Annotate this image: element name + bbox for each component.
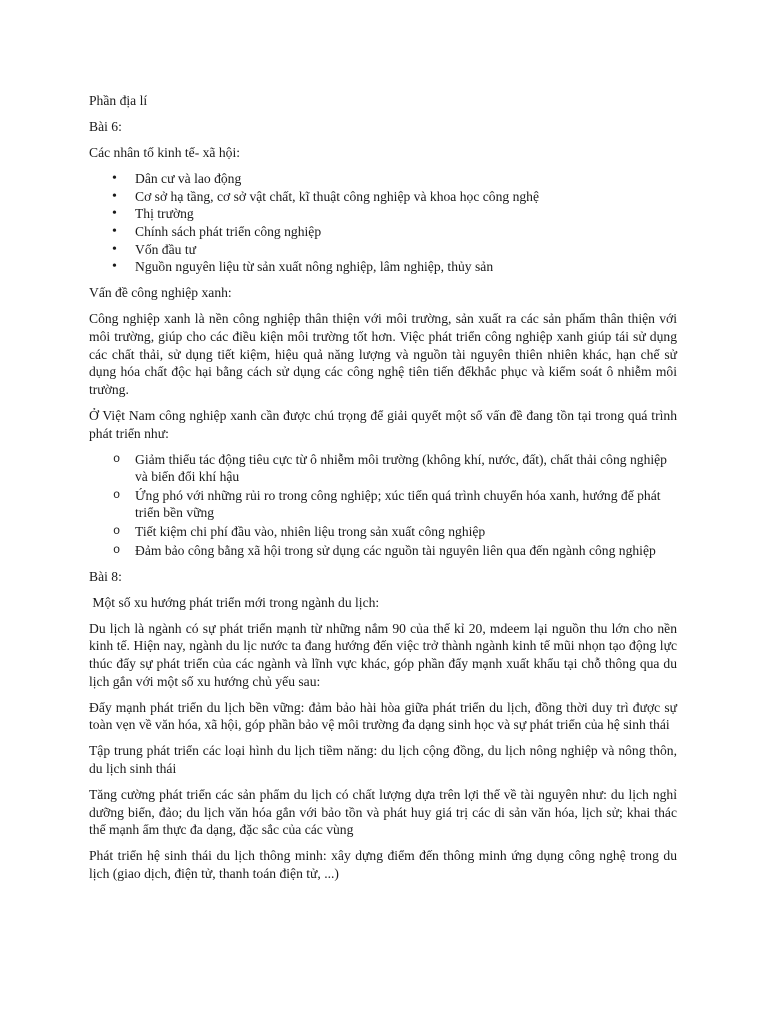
list-item: o Đảm bảo công bằng xã hội trong sử dụng các nguồn tài nguyên liên qua đến ngành công nghiệp xyxy=(89,542,677,560)
smart-tourism-paragraph: Phát triển hệ sinh thái du lịch thông minh: xây dựng điểm đến thông minh ứng dụng công nghệ trong du lịch (giao dịch, điện tử, thanh toán điện tử, ...) xyxy=(89,848,677,881)
quality-tourism-paragraph: Tăng cường phát triển các sản phẩm du lịch có chất lượng dựa trên lợi thế về tài nguyên như: du lịch nghỉ dưỡng biển, đảo; du lịch văn hóa gắn với bảo tồn và phát huy giá trị các di sản văn hóa, lịch sử; khai thác thế mạnh ẩm thực đa dạng, đặc sắc của các vùng xyxy=(89,787,677,838)
list-item: • Vốn đầu tư xyxy=(89,241,677,259)
list-item: o Tiết kiệm chi phí đầu vào, nhiên liệu trong sản xuất công nghiệp xyxy=(89,523,677,541)
list-item: o Giảm thiểu tác động tiêu cực từ ô nhiễm môi trường (không khí, nước, đất), chất thải công nghiệp và biến đổi khí hậu xyxy=(89,451,677,486)
trends-heading: Một số xu hướng phát triển mới trong ngành du lịch: xyxy=(89,594,380,610)
list-item: • Nguồn nguyên liệu từ sản xuất nông nghiệp, lâm nghiệp, thủy sản xyxy=(89,258,677,276)
list-item: • Dân cư và lao động xyxy=(89,170,677,188)
document-body xyxy=(89,92,677,891)
lesson-6-heading: Bài 6: xyxy=(89,119,122,135)
list-item: • Cơ sở hạ tầng, cơ sở vật chất, kĩ thuật công nghiệp và khoa học công nghệ xyxy=(89,188,677,206)
green-industry-heading: Vấn đề công nghiệp xanh: xyxy=(89,285,232,301)
sustainable-tourism-paragraph: Đẩy mạnh phát triển du lịch bền vững: đảm bảo hài hòa giữa phát triển du lịch, đồng thời duy trì được sự toàn vẹn về văn hóa, xã hội, góp phần bảo vệ môi trường đa dạng sinh học và sự phát triển của hệ sinh thái xyxy=(89,699,677,733)
list-item: • Chính sách phát triển công nghiệp xyxy=(89,223,677,241)
factors-heading: Các nhân tố kinh tế- xã hội: xyxy=(89,145,241,161)
factors-list xyxy=(89,170,677,276)
list-item: o Ứng phó với những rủi ro trong công nghiệp; xúc tiến quá trình chuyển hóa xanh, hướng đế phát triển bền vững xyxy=(89,487,677,522)
potential-tourism-paragraph: Tập trung phát triển các loại hình du lịch tiềm năng: du lịch cộng đồng, du lịch nông nghiệp và nông thôn, du lịch sinh thái xyxy=(89,743,677,776)
green-industry-paragraph: Công nghiệp xanh là nền công nghiệp thân thiện với môi trường, sản xuất ra các sản phẩm thân thiện với môi trường, giúp cho các điều kiện môi trường tốt hơn. Việc phát triển công nghiệp xanh giúp tái sử dụng các chất thải, sử dụng tiết kiệm, hiệu quả năng lượng và nguồn tài nguyên thiên nhiên khác, hạn chế sử dụng hóa chất độc hại bằng cách sử dụng các công nghệ tiên tiến đểkhắc phục và kiểm soát ô nhiễm môi trường. xyxy=(89,311,677,397)
list-item: • Thị trường xyxy=(89,205,677,223)
issues-list xyxy=(89,451,677,560)
tourism-intro-paragraph: Du lịch là ngành có sự phát triển mạnh từ những nắm 90 của thế kỉ 20, mdeem lại nguồn thu lớn cho nền kinh tế. Hiện nay, ngành du lịc nước ta đang hướng đến việc trở thành ngành kinh tế mũi nhọn tạo động lực thúc đẩy sự phát triển của các ngành và lĩnh vực khác, góp phần đẩy mạnh xuất khẩu tại chỗ thông qua du lịch gắn với một số xu hướng chủ yếu sau: xyxy=(89,620,677,689)
section-title: Phần địa lí xyxy=(89,93,148,108)
vietnam-paragraph: Ở Việt Nam công nghiệp xanh cần được chú trọng để giải quyết một số vấn đề đang tồn tại trong quá trình phát triển như: xyxy=(89,407,677,441)
lesson-8-heading: Bài 8: xyxy=(89,568,122,584)
